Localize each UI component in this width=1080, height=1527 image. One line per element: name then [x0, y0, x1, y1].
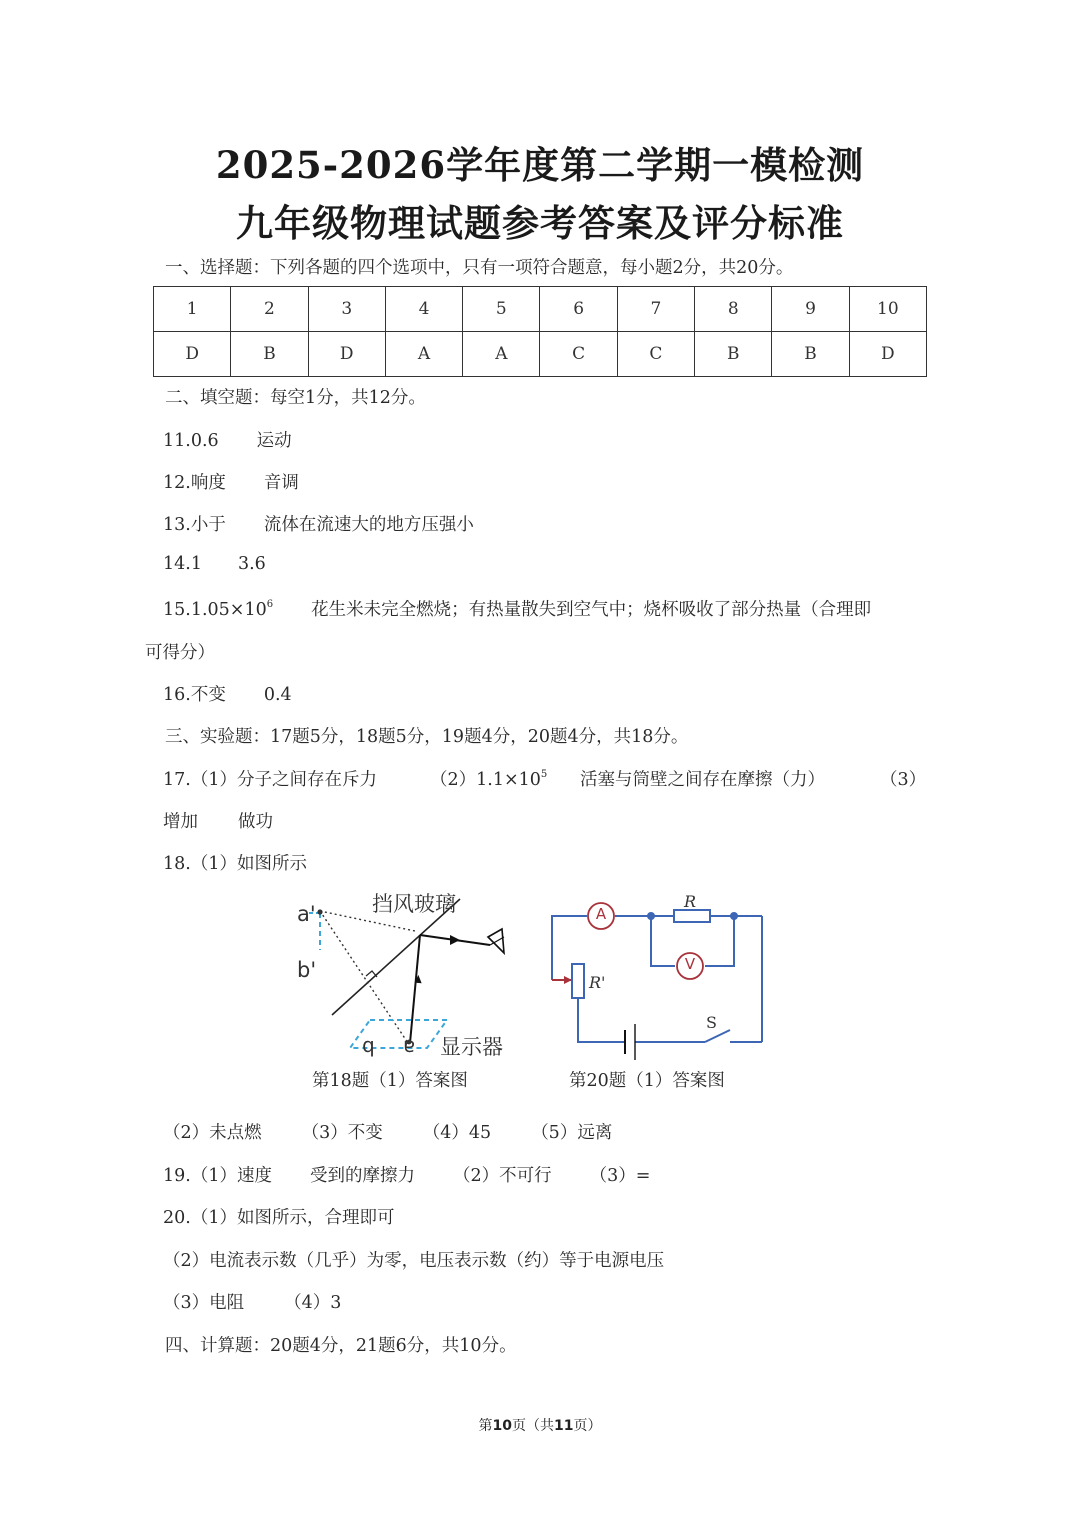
a-label: a	[403, 1036, 416, 1060]
title-line-2: 九年级物理试题参考答案及评分标准	[236, 201, 844, 245]
junction-dot	[730, 912, 738, 920]
junction-dot	[647, 912, 655, 920]
b-label: b	[362, 1036, 375, 1060]
answer-text: 16.不变	[163, 685, 226, 705]
answer-text: （2）1.1×10	[430, 770, 541, 790]
a-prime-label: a'	[297, 902, 316, 926]
answer-text: 流体在流速大的地方压强小	[263, 515, 474, 535]
table-cell: 9	[772, 287, 849, 332]
page-footer	[0, 1415, 1080, 1435]
table-cell: 5	[463, 287, 540, 332]
answer-17-part2	[430, 766, 547, 791]
b-prime-label: b'	[297, 958, 317, 982]
table-cell: D	[308, 332, 385, 377]
answer-text: 做功	[238, 812, 273, 832]
answer-text: （4）3	[284, 1293, 342, 1313]
answer-text: 12.响度	[163, 473, 226, 493]
section3-heading: 三、实验题：17题5分，18题5分，19题4分，20题4分，共18分。	[165, 727, 689, 747]
answer-18-1: 18.（1）如图所示	[163, 854, 307, 874]
answer-13	[163, 511, 474, 536]
wire	[705, 916, 734, 966]
answer-11	[163, 427, 292, 452]
page-number: 10	[492, 1418, 512, 1434]
answer-text: 19.（1）速度	[163, 1166, 272, 1186]
voltmeter-label: V	[684, 955, 696, 973]
wire	[651, 916, 675, 966]
table-cell: B	[695, 332, 772, 377]
answer-text: 17.（1）分子之间存在斥力	[163, 770, 377, 790]
table-cell: 4	[385, 287, 462, 332]
rheostat-label: R'	[589, 973, 606, 992]
exponent: 6	[266, 599, 274, 610]
answer-text: 受到的摩擦力	[309, 1166, 415, 1186]
wire	[578, 998, 625, 1042]
switch-label: S	[706, 1013, 717, 1032]
answer-text: （2）未点燃	[163, 1123, 262, 1143]
exponent: 5	[540, 769, 548, 780]
answer-12	[163, 469, 299, 494]
table-cell: 7	[617, 287, 694, 332]
answer-text: 13.小于	[163, 515, 226, 535]
table-cell: A	[385, 332, 462, 377]
table-cell: 10	[849, 287, 926, 332]
answer-17-part2b: 活塞与筒壁之间存在摩擦（力）	[580, 770, 825, 790]
display-label: 显示器	[440, 1035, 503, 1059]
table-cell: 1	[154, 287, 231, 332]
rheostat	[572, 964, 584, 998]
answer-text: （3）不变	[301, 1123, 383, 1143]
answer-text: 音调	[263, 473, 299, 493]
figure-18-caption: 第18题（1）答案图	[312, 1071, 468, 1091]
table-cell: C	[540, 332, 617, 377]
answer-17-continued	[163, 808, 273, 833]
table-cell: 2	[231, 287, 308, 332]
answer-16	[163, 681, 292, 706]
incident-ray	[410, 935, 420, 1043]
answer-text: （2）不可行	[452, 1166, 552, 1186]
answer-20-2: （2）电流表示数（几乎）为零，电压表示数（约）等于电源电压	[163, 1251, 665, 1271]
answer-table	[153, 286, 927, 377]
windshield-label: 挡风玻璃	[372, 892, 456, 916]
ammeter-label: A	[595, 905, 607, 923]
answer-text: （5）远离	[531, 1123, 613, 1143]
answer-text: 14.1	[163, 554, 202, 574]
footer-text: 第	[478, 1418, 493, 1434]
resistor	[674, 910, 710, 922]
reflected-ray	[420, 935, 490, 945]
answer-18-rest	[163, 1119, 612, 1144]
answer-text: 3.6	[237, 554, 266, 574]
slider-arrow	[564, 976, 572, 984]
answer-text: 0.4	[263, 685, 292, 705]
answer-17	[163, 766, 377, 791]
image-point	[317, 909, 322, 914]
table-cell: C	[617, 332, 694, 377]
answer-text: 花生米未完全燃烧；有热量散失到空气中；烧杯吸收了部分热量（合理即	[311, 600, 872, 620]
table-cell: 6	[540, 287, 617, 332]
answer-20-1: 20.（1）如图所示，合理即可	[163, 1208, 395, 1228]
answer-text: （4）45	[422, 1123, 492, 1143]
resistor-label: R	[684, 892, 697, 911]
title-line-1: 2025-2026学年度第二学期一模检测	[215, 143, 865, 187]
answer-17-part3: （3）	[880, 770, 927, 790]
table-cell: A	[463, 332, 540, 377]
answer-text: 运动	[256, 431, 292, 451]
table-cell: D	[849, 332, 926, 377]
table-row	[154, 332, 927, 377]
footer-text: 页（共	[512, 1418, 554, 1434]
section2-heading: 二、填空题：每空1分，共12分。	[165, 388, 426, 408]
table-cell: 3	[308, 287, 385, 332]
table-cell: B	[772, 332, 849, 377]
answer-15	[163, 596, 871, 621]
answer-text: （3）=	[589, 1166, 651, 1186]
answer-14	[163, 554, 266, 574]
answer-text: 11.0.6	[163, 431, 219, 451]
answer-20-3	[163, 1289, 341, 1314]
figure-20-circuit	[540, 890, 775, 1070]
table-cell: D	[154, 332, 231, 377]
page-total: 11	[554, 1418, 574, 1434]
virtual-ray	[320, 911, 408, 1043]
section1-heading: 一、选择题：下列各题的四个选项中，只有一项符合题意，每小题2分，共20分。	[165, 258, 794, 278]
table-cell: 8	[695, 287, 772, 332]
answer-19	[163, 1162, 650, 1187]
footer-text: 页）	[573, 1418, 602, 1434]
table-row	[154, 287, 927, 332]
answer-text: （3）电阻	[163, 1293, 245, 1313]
section4-heading: 四、计算题：20题4分，21题6分，共10分。	[165, 1336, 517, 1356]
answer-15-continued: 可得分）	[145, 643, 215, 663]
answer-text: 增加	[163, 812, 198, 832]
table-cell: B	[231, 332, 308, 377]
answer-text: 15.1.05×10	[163, 600, 267, 620]
figure-20-caption: 第20题（1）答案图	[569, 1071, 725, 1091]
